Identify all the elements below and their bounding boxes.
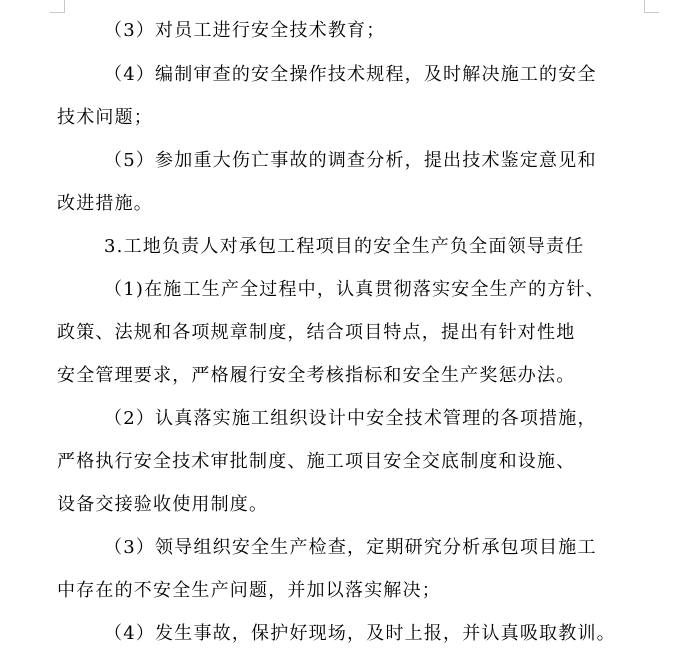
paragraph-line: 中存在的不安全生产问题，并加以落实解决；	[57, 580, 441, 601]
page-corner-mark-right	[644, 0, 659, 13]
paragraph-line: 改进措施。	[57, 193, 153, 214]
paragraph-line: （4）发生事故，保护好现场，及时上报，并认真吸取教训。	[104, 623, 616, 644]
paragraph-line: （2）认真落实施工组织设计中安全技术管理的各项措施，	[104, 408, 597, 429]
page-corner-mark-left	[50, 0, 65, 13]
paragraph-line: 政策、法规和各项规章制度，结合项目特点，提出有针对性地	[57, 322, 576, 343]
paragraph-line: （1)在施工生产全过程中，认真贯彻落实安全生产的方针、	[104, 279, 605, 300]
paragraph-line: （3）领导组织安全生产检查，定期研究分析承包项目施工	[104, 537, 597, 558]
paragraph-line: 安全管理要求，严格履行安全考核指标和安全生产奖惩办法。	[57, 365, 576, 386]
paragraph-line: （3）对员工进行安全技术教育；	[104, 20, 386, 41]
section-heading: 3.工地负责人对承包工程项目的安全生产负全面领导责任	[104, 236, 585, 257]
paragraph-line: （5）参加重大伤亡事故的调查分析，提出技术鉴定意见和	[104, 150, 597, 171]
paragraph-line: （4）编制审查的安全操作技术规程，及时解决施工的安全	[104, 64, 597, 85]
paragraph-line: 技术问题；	[57, 107, 153, 128]
paragraph-line: 设备交接验收使用制度。	[57, 494, 269, 515]
paragraph-line: 严格执行安全技术审批制度、施工项目安全交底制度和设施、	[57, 451, 576, 472]
